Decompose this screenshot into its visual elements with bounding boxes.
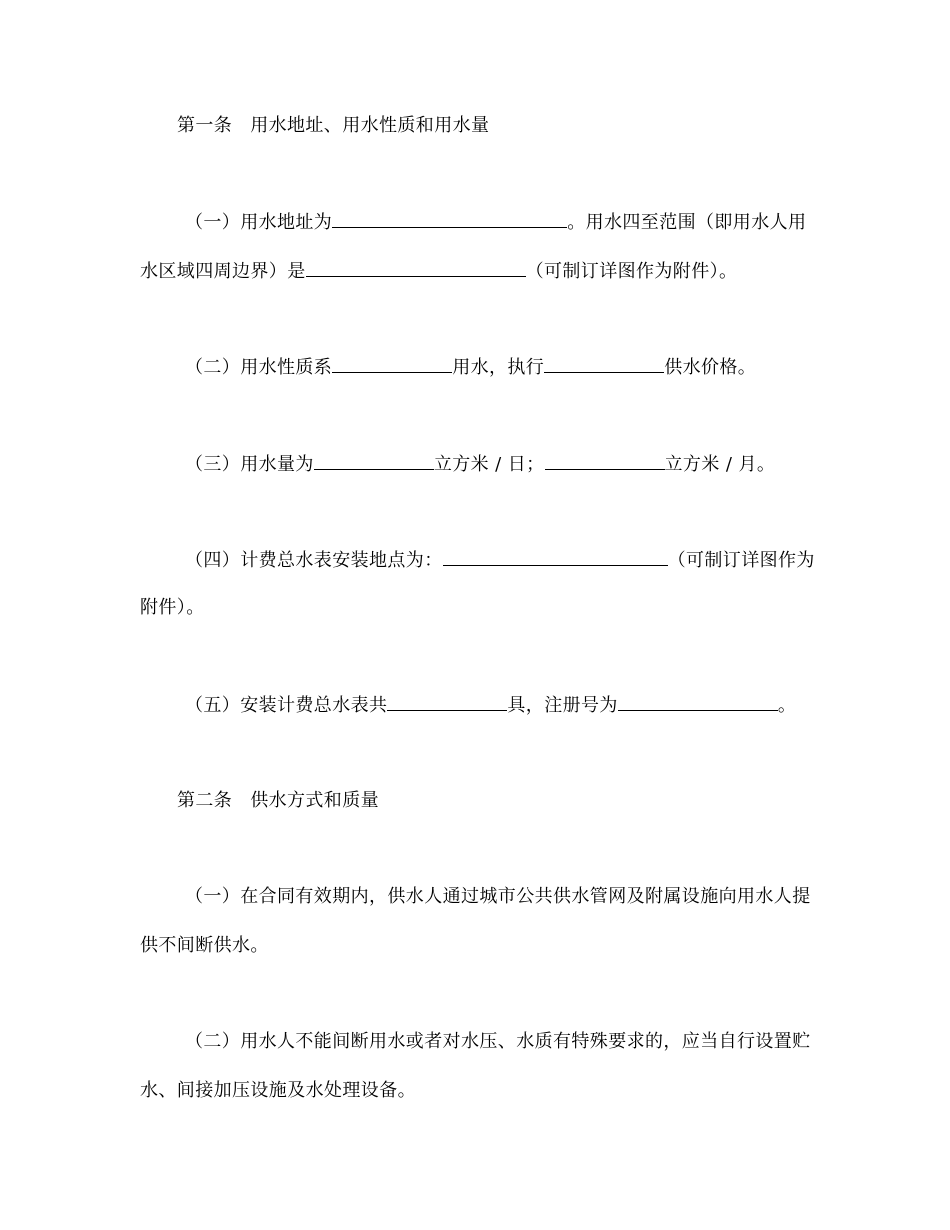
- clause-text: （三）用水量为: [185, 454, 314, 475]
- clause-1-3: [185, 451, 775, 477]
- clause-text: 供水价格。: [664, 357, 757, 378]
- article-2-heading: [177, 789, 379, 813]
- article-2-title: 供水方式和质量: [250, 790, 380, 811]
- water-address-blank[interactable]: [332, 209, 567, 228]
- clause-2-1-line-1: [185, 885, 811, 909]
- clause-2-2-line-1: [185, 1030, 811, 1054]
- clause-text: （四）计费总水表安装地点为：: [185, 550, 443, 571]
- clause-1-4-line-2: [140, 596, 205, 620]
- clause-text: 。用水四至范围（即用水人用: [567, 212, 807, 233]
- clause-text: （一）在合同有效期内，供水人通过城市公共供水管网及附属设施向用水人提: [185, 886, 811, 907]
- clause-2-2-line-2: [140, 1079, 416, 1103]
- clause-text: 供不间断供水。: [140, 935, 269, 956]
- clause-text: （二）用水性质系: [185, 357, 333, 378]
- meter-location-blank[interactable]: [443, 547, 668, 566]
- clause-text: （可制订详图作为: [667, 550, 815, 571]
- daily-volume-blank[interactable]: [314, 451, 434, 470]
- clause-text: 水、间接加压设施及水处理设备。: [140, 1080, 416, 1101]
- meter-count-blank[interactable]: [387, 692, 507, 711]
- clause-1-1-line-1: [185, 209, 806, 235]
- clause-text: 附件）。: [140, 597, 205, 618]
- clause-1-4-line-1: [185, 547, 815, 573]
- clause-text: （可制订详图作为附件）。: [525, 261, 738, 282]
- clause-text: 立方米 / 月。: [664, 454, 776, 475]
- water-price-blank[interactable]: [544, 354, 664, 373]
- monthly-volume-blank[interactable]: [545, 451, 665, 470]
- clause-1-1-line-2: [140, 258, 737, 284]
- clause-text: （五）安装计费总水表共: [185, 695, 388, 716]
- clause-text: 。: [777, 695, 797, 716]
- clause-text: 立方米 / 日；: [433, 454, 545, 475]
- clause-text: （二）用水人不能间断用水或者对水压、水质有特殊要求的，应当自行设置贮: [185, 1031, 811, 1052]
- clause-2-1-line-2: [140, 934, 269, 958]
- registration-number-blank[interactable]: [618, 692, 778, 711]
- article-1-number: 第一条: [177, 115, 233, 136]
- clause-text: （一）用水地址为: [185, 212, 333, 233]
- article-1-heading: [177, 114, 489, 138]
- clause-text: 具，注册号为: [507, 695, 618, 716]
- water-nature-blank[interactable]: [332, 354, 452, 373]
- article-2-number: 第二条: [177, 790, 233, 811]
- clause-1-5: [185, 692, 796, 718]
- article-1-title: 用水地址、用水性质和用水量: [250, 115, 490, 136]
- clause-text: 用水，执行: [452, 357, 545, 378]
- clause-1-2: [185, 354, 756, 380]
- boundary-blank[interactable]: [306, 258, 526, 277]
- clause-text: 水区域四周边界）是: [140, 261, 306, 282]
